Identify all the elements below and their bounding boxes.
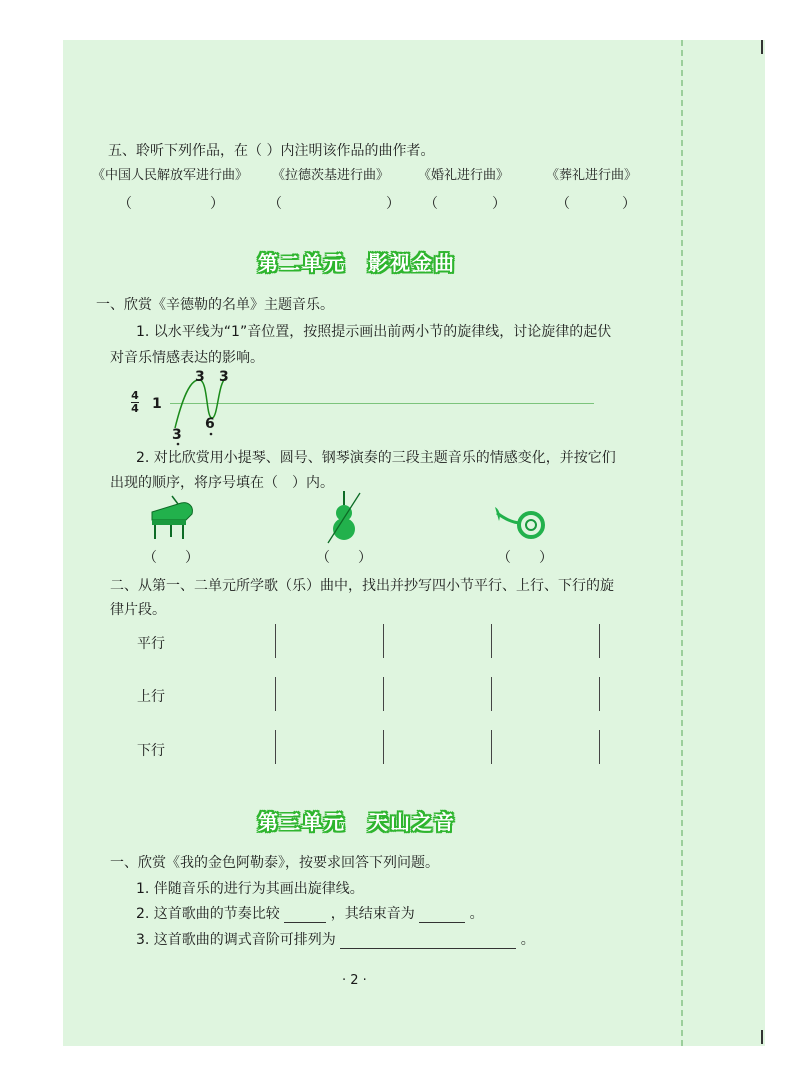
unit3-title: 第三单元 天山之音 (258, 810, 456, 834)
melody-note: 3 (219, 369, 229, 385)
work-1: 《中国人民解放军进行曲》 (92, 168, 249, 183)
bar-line (383, 677, 384, 711)
bar-line (275, 624, 276, 658)
french-horn-icon (495, 505, 551, 545)
unit2-q2-line1: 二、从第一、二单元所学歌（乐）曲中，找出并抄写四小节平行、上行、下行的旋 (110, 578, 614, 594)
bar-line (599, 677, 600, 711)
row-label-ascending: 上行 (137, 689, 165, 705)
work-2: 《拉德茨基进行曲》 (272, 168, 390, 183)
bar-line (275, 677, 276, 711)
unit2-q1: 一、欣赏《辛德勒的名单》主题音乐。 (96, 297, 334, 313)
q1-2-text-a: 2. 这首歌曲的节奏比较 (136, 906, 280, 922)
melody-note: 3 (195, 369, 205, 385)
edge-mark (761, 1030, 763, 1044)
answer-paren-close: ） (622, 196, 636, 212)
unit3-q1-3 (136, 931, 535, 949)
answer-paren-close: ） (386, 196, 400, 212)
melody-note: 3 (172, 427, 182, 443)
answer-paren-close: ） (210, 196, 224, 212)
ending-note-blank[interactable] (419, 908, 465, 923)
answer-paren-open: （ (556, 196, 570, 212)
instrument-answer-paren: （ ） (497, 550, 553, 566)
piano-icon (148, 494, 196, 542)
answer-paren-open: （ (268, 196, 282, 212)
work-4: 《葬礼进行曲》 (546, 168, 638, 183)
q1-3-text-b: 。 (520, 932, 535, 948)
row-label-parallel: 平行 (137, 636, 165, 652)
work-3: 《婚礼进行曲》 (418, 168, 510, 183)
unit2-q1-1-line1: 1. 以水平线为“1”音位置，按照提示画出前两小节的旋律线，讨论旋律的起伏 (136, 324, 612, 340)
q1-2-text-b: ，其结束音为 (330, 906, 415, 922)
unit2-q2-line2: 律片段。 (110, 602, 166, 618)
bar-line (491, 730, 492, 764)
page-number: · 2 · (342, 973, 367, 988)
time-sig-top: 4 (131, 389, 139, 402)
q1-2-text-c: 。 (469, 906, 484, 922)
answer-paren-close: ） (492, 196, 506, 212)
unit3-q1-2 (136, 905, 484, 923)
instrument-answer-paren: （ ） (316, 550, 372, 566)
bar-line (275, 730, 276, 764)
rhythm-blank[interactable] (284, 908, 326, 923)
answer-paren-open: （ (118, 196, 132, 212)
bar-line (491, 677, 492, 711)
time-signature (131, 391, 139, 414)
melody-start-note: 1 (152, 396, 162, 412)
bar-line (383, 730, 384, 764)
instrument-answer-paren: （ ） (143, 550, 199, 566)
unit2-q1-2-line2: 出现的顺序，将序号填在（ ）内。 (110, 475, 334, 491)
scale-blank[interactable] (340, 934, 516, 949)
unit3-q1-1: 1. 伴随音乐的进行为其画出旋律线。 (136, 881, 364, 897)
violin-icon (322, 487, 366, 547)
unit3-q1: 一、欣赏《我的金色阿勒泰》，按要求回答下列问题。 (110, 855, 439, 871)
unit2-q1-2-line1: 2. 对比欣赏用小提琴、圆号、钢琴演奏的三段主题音乐的情感变化，并按它们 (136, 450, 616, 466)
bar-line (599, 624, 600, 658)
time-sig-bottom: 4 (131, 402, 139, 415)
unit2-title: 第二单元 影视金曲 (258, 251, 456, 275)
edge-mark (761, 40, 763, 54)
row-label-descending: 下行 (137, 743, 165, 759)
section5-title: 五、聆听下列作品，在（ ）内注明该作品的曲作者。 (108, 143, 435, 159)
bar-line (383, 624, 384, 658)
fold-dashed-line (681, 40, 683, 1046)
q1-3-text-a: 3. 这首歌曲的调式音阶可排列为 (136, 932, 336, 948)
unit2-q1-1-line2: 对音乐情感表达的影响。 (110, 350, 264, 366)
bar-line (491, 624, 492, 658)
bar-line (599, 730, 600, 764)
melody-note: 6 (205, 416, 215, 432)
answer-paren-open: （ (424, 196, 438, 212)
